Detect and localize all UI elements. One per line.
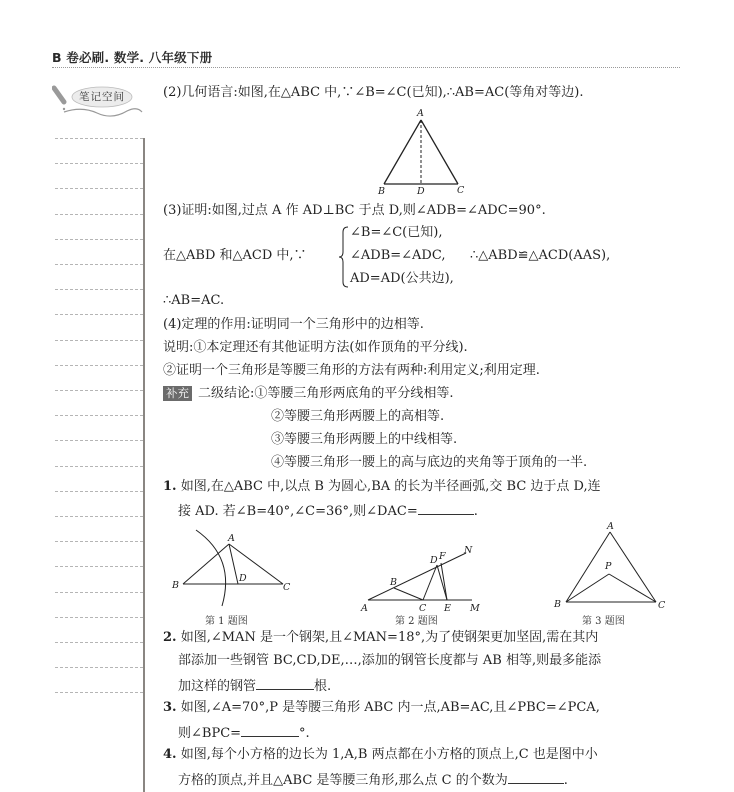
proof-condition-2: ∠ADB=∠ADC,	[350, 248, 446, 263]
label-a: A	[607, 521, 614, 532]
label-f: F	[439, 551, 446, 562]
notes-writing-line	[55, 365, 143, 366]
side-ab	[566, 532, 610, 602]
figure-isosceles-triangle	[370, 105, 475, 197]
notes-writing-line	[55, 390, 143, 391]
question-4-text: 如图,每个小方格的边长为 1,A,B 两点都在小方格的顶点上,C 也是图中小	[180, 747, 598, 762]
notes-writing-line	[55, 440, 143, 441]
notes-writing-line	[55, 239, 143, 240]
label-b: B	[172, 580, 179, 591]
question-4-text-2: 方格的顶点,并且△ABC 是等腰三角形,那么点 C 的个数为	[178, 773, 508, 788]
label-b: B	[554, 599, 561, 610]
question-4-line-1	[163, 746, 598, 764]
proof-condition-3: AD=AD(公共边),	[350, 271, 454, 286]
question-4-line-2	[178, 769, 568, 790]
notes-writing-line	[55, 541, 143, 542]
question-3-line-2	[178, 722, 310, 743]
notes-writing-line	[55, 566, 143, 567]
label-c: C	[419, 603, 427, 614]
notes-writing-line	[55, 163, 143, 164]
question-3-line-1	[163, 699, 600, 717]
notes-writing-line	[55, 314, 143, 315]
notes-writing-line	[55, 592, 143, 593]
notes-writing-line	[55, 667, 143, 668]
question-1-answer-blank[interactable]	[418, 500, 474, 515]
label-m: M	[470, 603, 480, 614]
geometric-language-text: (2)几何语言:如图,在△ABC 中,∵∠B=∠C(已知),∴AB=AC(等角对等边).	[163, 85, 584, 100]
label-p: P	[605, 561, 612, 572]
label-a: A	[228, 533, 235, 544]
arc	[196, 530, 226, 606]
question-1-text: 如图,在△ABC 中,以点 B 为圆心,BA 的长为半径画弧,交 BC 边于点 D,连	[180, 479, 601, 494]
note-2: ②证明一个三角形是等腰三角形的方法有两种:利用定义;利用定理.	[163, 363, 540, 378]
question-2-line-1	[163, 629, 598, 647]
label-e: E	[444, 603, 451, 614]
proof-conclusion: ∴△ABD≌△ACD(AAS),	[470, 248, 611, 263]
supplement-line-1	[163, 385, 454, 403]
page-header: B 卷必刷. 数学. 八年级下册	[52, 50, 213, 65]
label-b: B	[390, 577, 397, 588]
notes-writing-line	[55, 491, 143, 492]
question-2-answer-blank[interactable]	[256, 675, 314, 690]
notes-writing-line	[55, 692, 143, 693]
label-d: D	[239, 573, 247, 584]
proof-final: ∴AB=AC.	[163, 293, 225, 308]
label-d: D	[430, 555, 438, 566]
question-4-period: .	[563, 773, 568, 788]
question-4-answer-blank[interactable]	[508, 769, 564, 784]
notes-writing-line	[55, 214, 143, 215]
question-3-text: 如图,∠A=70°,P 是等腰三角形 ABC 内一点,AB=AC,且∠PBC=∠PCA,	[180, 700, 600, 715]
question-1-text-2: 接 AD. 若∠B=40°,∠C=36°,则∠DAC=	[178, 504, 418, 519]
notes-writing-line	[55, 264, 143, 265]
notes-badge	[52, 82, 156, 122]
question-2-line-3	[178, 675, 331, 696]
label-c: C	[283, 582, 291, 593]
theorem-use: (4)定理的作用:证明同一个三角形中的边相等.	[163, 317, 424, 332]
question-2-text-3: 加这样的钢管	[178, 679, 257, 694]
question-2-text: 如图,∠MAN 是一个钢架,且∠MAN=18°,为了使钢架更加坚固,需在其内	[180, 630, 599, 645]
notes-writing-line	[55, 617, 143, 618]
segment-bc	[394, 588, 423, 600]
proof-lead: 在△ABD 和△ACD 中,∵	[163, 248, 307, 263]
question-1-period: .	[473, 504, 478, 519]
supplement-badge: 补充	[163, 386, 192, 401]
label-c: C	[658, 600, 666, 611]
note-1: 说明:①本定理还有其他证明方法(如作顶角的平分线).	[163, 340, 468, 355]
supplement-conclusion-3: ③等腰三角形两腰上的中线相等.	[271, 432, 458, 447]
question-3-text-2: 则∠BPC=	[178, 726, 242, 741]
label-n: N	[464, 545, 473, 556]
supplement-conclusion-4: ④等腰三角形一腰上的高与底边的夹角等于顶角的一半.	[271, 455, 588, 470]
proof-condition-1: ∠B=∠C(已知),	[350, 225, 443, 240]
figure-3-caption: 第 3 题图	[582, 616, 625, 627]
question-1-line-1	[163, 478, 601, 496]
notes-writing-line	[55, 340, 143, 341]
notes-writing-line	[55, 289, 143, 290]
side-ac	[421, 120, 458, 184]
label-a: A	[417, 108, 424, 119]
label-c: C	[457, 185, 465, 196]
header-divider	[52, 67, 680, 68]
question-2-number: 2.	[163, 630, 177, 645]
figure-3	[548, 520, 673, 612]
figure-1-caption: 第 1 题图	[205, 616, 248, 627]
label-d: D	[417, 186, 425, 197]
proof-intro: (3)证明:如图,过点 A 作 AD⊥BC 于点 D,则∠ADB=∠ADC=90°.	[163, 203, 546, 218]
notes-writing-line	[55, 188, 143, 189]
label-b: B	[378, 186, 385, 197]
figure-2-caption: 第 2 题图	[395, 616, 438, 627]
question-3-number: 3.	[163, 700, 177, 715]
question-1-number: 1.	[163, 479, 177, 494]
notes-writing-line	[55, 415, 143, 416]
notes-margin-rule	[143, 138, 145, 792]
question-4-number: 4.	[163, 747, 177, 762]
question-3-answer-blank[interactable]	[241, 722, 299, 737]
figure-1	[170, 528, 295, 608]
question-3-unit: °.	[299, 726, 310, 741]
label-a: A	[361, 603, 368, 614]
figure-2	[360, 545, 490, 615]
question-1-line-2	[178, 500, 478, 521]
side-ab	[384, 120, 421, 184]
segment-bp	[566, 574, 609, 602]
notes-writing-line	[55, 642, 143, 643]
notes-writing-line	[55, 466, 143, 467]
question-2-line-2: 部添加一些钢管 BC,CD,DE,…,添加的钢管长度都与 AB 相等,则最多能添	[178, 653, 602, 668]
segment-pc	[609, 574, 656, 602]
ray-an	[368, 553, 466, 600]
notes-writing-line	[55, 138, 143, 139]
question-2-unit: 根.	[314, 679, 332, 694]
brace-icon	[339, 226, 349, 288]
supplement-conclusion-1: 二级结论:①等腰三角形两底角的平分线相等.	[198, 386, 454, 401]
side-ac	[610, 532, 656, 602]
notes-label: 笔记空间	[79, 91, 125, 103]
side-ab	[183, 544, 229, 584]
notes-writing-line	[55, 516, 143, 517]
supplement-conclusion-2: ②等腰三角形两腰上的高相等.	[271, 409, 445, 424]
